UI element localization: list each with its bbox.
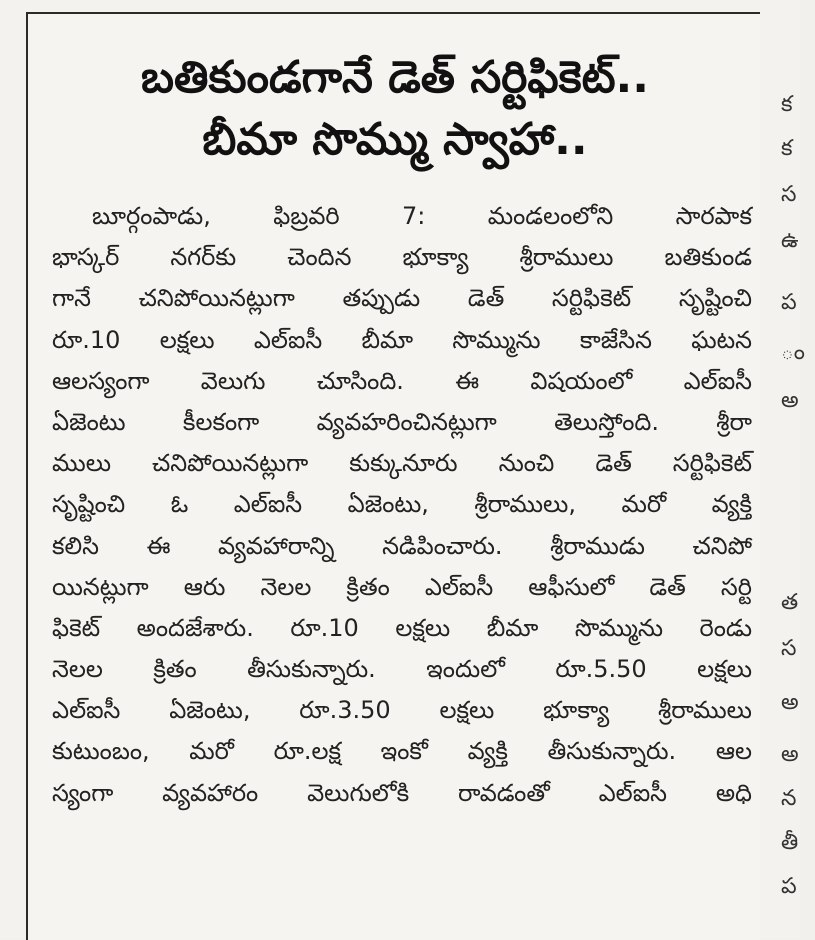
body-line: యినట్లుగా ఆరు నెలల క్రితం ఎల్ఐసీ ఆఫీసులో డెత్ సర్టి [52, 572, 752, 601]
body-line: ఆలస్యంగా వెలుగు చూసింది. ఈ విషయంలో ఎల్ఐసీ [52, 366, 752, 395]
body-line: ఏజెంటు కీలకంగా వ్యవహరించినట్లుగా తెలుస్తోంది. శ్రీరా [52, 407, 752, 436]
adjacent-text-fragment: ం [781, 340, 805, 365]
adjacent-text-fragment: క [781, 136, 793, 161]
body-line: బూర్గంపాడు, ఫిబ్రవరి 7: మండలంలోని సారపాక [92, 202, 752, 230]
adjacent-text-fragment: త [781, 590, 799, 615]
body-line: ములు చనిపోయినట్లుగా కుక్కునూరు నుంచి డెత్ సర్టిఫికెట్ [52, 449, 752, 478]
body-line: స్యంగా వ్యవహారం వెలుగులోకి రావడంతో ఎల్ఐసీ అధి [52, 778, 752, 807]
headline-line-1: బతికుండగానే డెత్ సర్టిఫికెట్.. [141, 52, 649, 103]
adjacent-text-fragment: స [781, 182, 797, 207]
body-line: ఎల్ఐసీ ఏజెంటు, రూ.3.50 లక్షలు భూక్యా శ్రీరాములు [52, 696, 752, 725]
adjacent-text-fragment: స [781, 636, 797, 661]
adjacent-text-fragment: ఉ [781, 228, 799, 253]
body-line: ఫికెట్ అందజేశారు. రూ.10 లక్షలు బీమా సొమ్మును రెండు [52, 613, 752, 642]
headline-line-2: బీమా సొమ్ము స్వాహా.. [202, 114, 588, 165]
adjacent-text-fragment: ప [781, 874, 797, 899]
adjacent-text-fragment: క [781, 92, 793, 117]
adjacent-text-fragment: అ [781, 388, 799, 413]
body-line: రూ.10 లక్షలు ఎల్ఐసీ బీమా సొమ్మును కాజేసిన ఘటన [52, 325, 752, 354]
body-line: భాస్కర్ నగర్‌కు చెందిన భూక్యా శ్రీరాములు బతికుండ [52, 243, 752, 272]
adjacent-column-fragment [775, 0, 815, 939]
body-line: కుటుంబం, మరో రూ.లక్ష ఇంకో వ్యక్తి తీసుకున్నారు. ఆల [52, 737, 752, 766]
adjacent-text-fragment: న [781, 786, 797, 811]
body-line: నెలల క్రితం తీసుకున్నారు. ఇందులో రూ.5.50 లక్షలు [52, 655, 752, 684]
adjacent-text-fragment: ప [781, 290, 797, 315]
body-line: కలిసి ఈ వ్యవహారాన్ని నడిపించారు. శ్రీరాముడు చనిపో [52, 531, 752, 560]
body-line: గానే చనిపోయినట్లుగా తప్పుడు డెత్ సర్టిఫికెట్ సృష్టించి [52, 284, 752, 313]
article-body [52, 196, 752, 814]
adjacent-text-fragment: తీ [781, 830, 799, 855]
article [26, 12, 760, 940]
body-line: సృష్టించి ఓ ఎల్ఐసీ ఏజెంటు, శ్రీరాములు, మరో వ్యక్తి [52, 490, 752, 519]
adjacent-text-fragment: అ [781, 742, 799, 767]
adjacent-text-fragment: అ [781, 690, 799, 715]
